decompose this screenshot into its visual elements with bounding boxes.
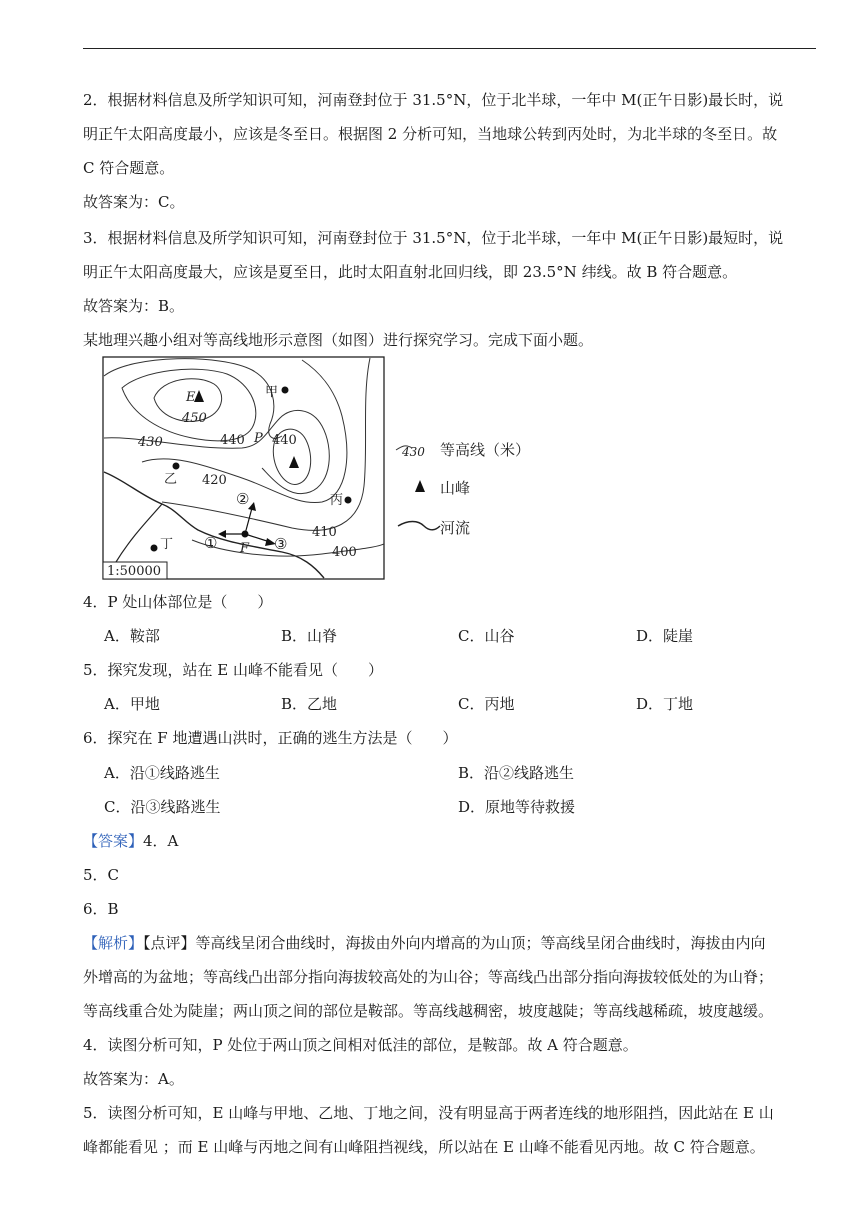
q4-option-b: B．山脊 <box>281 627 338 645</box>
q5-option-d: D．丁地 <box>636 695 694 713</box>
point-ding-label: 丁 <box>160 537 174 552</box>
point-jia <box>282 387 289 394</box>
point-P-label: P <box>254 431 263 446</box>
contour-map <box>102 356 542 584</box>
text-line: 某地理兴趣小组对等高线地形示意图（如图）进行探究学习。完成下面小题。 <box>83 331 594 349</box>
answer-6: 6．B <box>83 900 119 918</box>
answer-4: 4．A <box>143 832 179 850</box>
legend-river-label: 河流 <box>440 519 471 537</box>
contour-label: 440 <box>220 433 245 448</box>
q6-option-c: C．沿③线路逃生 <box>104 798 221 816</box>
contour-label: 420 <box>202 473 227 488</box>
contour-label: 410 <box>312 525 337 540</box>
analysis-line <box>83 933 766 953</box>
legend-peak-label: 山峰 <box>440 479 471 497</box>
contour-label: 430 <box>138 435 163 450</box>
contour-label: 450 <box>182 411 207 426</box>
point-yi <box>173 463 180 470</box>
route-2-label: ② <box>236 490 250 508</box>
text-line: 明正午太阳高度最大，应该是夏至日，此时太阳直射北回归线，即 23.5°N 纬线。故 B 符合题意。 <box>83 263 738 281</box>
text-line: 故答案为：C。 <box>83 193 185 211</box>
route-1-label: ① <box>204 534 218 552</box>
q6-option-d: D．原地等待救援 <box>458 798 576 816</box>
q6-option-b: B．沿②线路逃生 <box>458 764 575 782</box>
question-5-stem: 5．探究发现，站在 E 山峰不能看见（ ） <box>83 661 384 679</box>
legend-peak-icon <box>415 480 425 492</box>
route-3-label: ③ <box>274 535 288 553</box>
point-ding <box>151 545 158 552</box>
point-E-label: E <box>186 390 196 405</box>
text-line: 5．读图分析可知，E 山峰与甲地、乙地、丁地之间，没有明显高于两者连线的地形阻挡，因此站在 E 山 <box>83 1104 774 1122</box>
point-bing <box>345 497 352 504</box>
legend-contour-label: 等高线（米） <box>440 441 531 459</box>
q4-option-a: A．鞍部 <box>104 627 160 645</box>
q5-option-b: B．乙地 <box>281 695 338 713</box>
answer-tag: 【答案】 <box>83 832 144 850</box>
contour-label: 400 <box>332 545 357 560</box>
text-line: 等高线重合处为陡崖；两山顶之间的部位是鞍部。等高线越稠密，坡度越陡；等高线越稀疏，坡度越缓。 <box>83 1002 774 1020</box>
text-line: 故答案为：B。 <box>83 297 185 315</box>
text-line: C 符合题意。 <box>83 159 175 177</box>
text-line: 峰都能看见 ；而 E 山峰与丙地之间有山峰阻挡视线，所以站在 E 山峰不能看见丙地。故 C 符合题意。 <box>83 1138 765 1156</box>
text-line: 明正午太阳高度最小，应该是冬至日。根据图 2 分析可知，当地球公转到丙处时，为北半球的冬至日。故 <box>83 125 778 143</box>
q5-option-c: C．丙地 <box>458 695 515 713</box>
point-jia-label: 甲 <box>265 385 279 400</box>
analysis-text: 【点评】等高线呈闭合曲线时，海拔由外向内增高的为山顶；等高线呈闭合曲线时，海拔由内向 <box>143 934 766 952</box>
answer-5: 5．C <box>83 866 120 884</box>
question-4-stem: 4．P 处山体部位是（ ） <box>83 593 273 611</box>
point-yi-label: 乙 <box>164 472 178 487</box>
text-line: 2．根据材料信息及所学知识可知，河南登封位于 31.5°N，位于北半球，一年中 M(正午日影)最长时，说 <box>83 91 784 109</box>
legend-river-icon <box>398 522 440 530</box>
text-line: 3．根据材料信息及所学知识可知，河南登封位于 31.5°N，位于北半球，一年中 M(正午日影)最短时，说 <box>83 229 784 247</box>
scale-label: 1:50000 <box>107 564 162 579</box>
q5-option-a: A．甲地 <box>104 695 160 713</box>
text-line: 故答案为：A。 <box>83 1070 184 1088</box>
point-F-label: F <box>240 541 250 556</box>
analysis-tag: 【解析】 <box>83 934 144 952</box>
question-6-stem: 6．探究在 F 地遭遇山洪时，正确的逃生方法是（ ） <box>83 729 458 747</box>
q4-option-d: D．陡崖 <box>636 627 694 645</box>
text-line: 外增高的为盆地；等高线凸出部分指向海拔较高处的为山谷；等高线凸出部分指向海拔较低处的为山脊； <box>83 968 774 986</box>
legend-contour-value: 430 <box>402 445 425 459</box>
q6-option-a: A．沿①线路逃生 <box>104 764 220 782</box>
header-rule <box>83 48 816 49</box>
point-bing-label: 丙 <box>330 493 344 508</box>
answer-line <box>83 831 178 851</box>
q4-option-c: C．山谷 <box>458 627 515 645</box>
contour-label: 440 <box>272 433 297 448</box>
text-line: 4．读图分析可知，P 处位于两山顶之间相对低洼的部位，是鞍部。故 A 符合题意。 <box>83 1036 638 1054</box>
